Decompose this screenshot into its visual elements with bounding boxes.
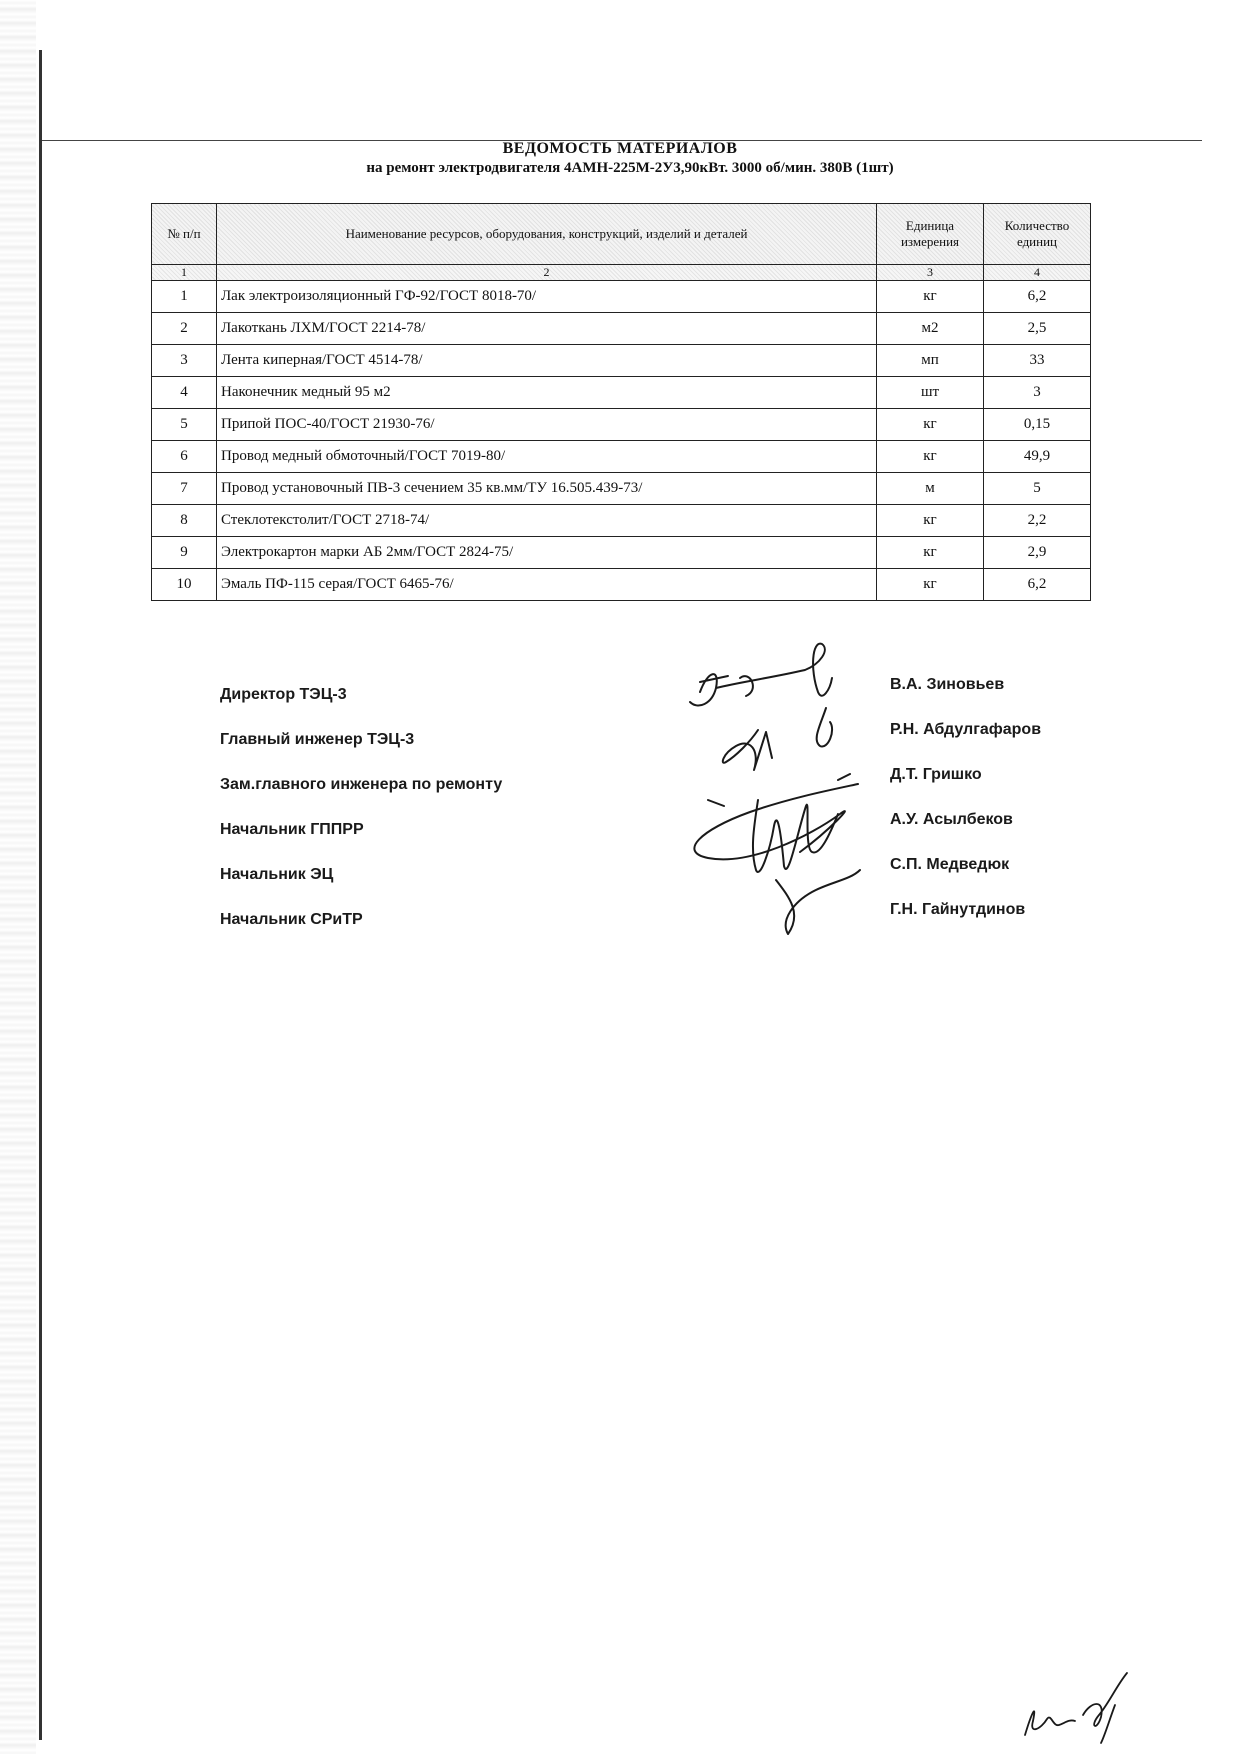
row-num: 2 (152, 313, 217, 345)
row-num: 4 (152, 377, 217, 409)
row-name: Наконечник медный 95 м2 (217, 377, 877, 409)
row-num: 1 (152, 281, 217, 313)
row-qty: 2,2 (984, 505, 1091, 537)
row-qty: 5 (984, 473, 1091, 505)
row-name: Электрокартон марки АБ 2мм/ГОСТ 2824-75/ (217, 537, 877, 569)
column-index-row (152, 265, 1091, 281)
table-row (152, 313, 1091, 345)
signatory-role: Зам.главного инженера по ремонту (220, 776, 503, 793)
table-row (152, 569, 1091, 601)
header-qty: Количество единиц (984, 204, 1091, 265)
row-num: 8 (152, 505, 217, 537)
row-qty: 33 (984, 345, 1091, 377)
row-name: Припой ПОС-40/ГОСТ 21930-76/ (217, 409, 877, 441)
handwritten-signatures (680, 630, 880, 960)
row-name: Лакоткань ЛХМ/ГОСТ 2214-78/ (217, 313, 877, 345)
row-num: 7 (152, 473, 217, 505)
handwritten-initials (1005, 1665, 1145, 1745)
table-row (152, 281, 1091, 313)
signatory-role: Главный инженер ТЭЦ-3 (220, 731, 415, 748)
table-row (152, 537, 1091, 569)
column-index-cell: 2 (217, 265, 877, 281)
signatory-role: Директор ТЭЦ-3 (220, 686, 347, 703)
row-name: Лента киперная/ГОСТ 4514-78/ (217, 345, 877, 377)
row-unit: кг (877, 537, 984, 569)
table-row (152, 345, 1091, 377)
signatory-name: Р.Н. Абдулгафаров (890, 721, 1042, 738)
column-index-cell: 1 (152, 265, 217, 281)
row-num: 10 (152, 569, 217, 601)
signatory-name: С.П. Медведюк (890, 856, 1010, 873)
table-row (152, 505, 1091, 537)
row-name: Стеклотекстолит/ГОСТ 2718-74/ (217, 505, 877, 537)
column-index-cell: 3 (877, 265, 984, 281)
signatory-name: Д.Т. Гришко (890, 766, 982, 783)
signatory-role: Начальник ГППРР (220, 821, 364, 838)
scan-edge-noise (0, 0, 36, 1754)
row-unit: кг (877, 409, 984, 441)
row-unit: шт (877, 377, 984, 409)
signatory-name: Г.Н. Гайнутдинов (890, 901, 1026, 918)
column-index-cell: 4 (984, 265, 1091, 281)
row-num: 9 (152, 537, 217, 569)
row-unit: м2 (877, 313, 984, 345)
row-num: 5 (152, 409, 217, 441)
row-unit: кг (877, 569, 984, 601)
signatory-name: В.А. Зиновьев (890, 676, 1005, 693)
signatory-role: Начальник СРиТР (220, 911, 363, 928)
row-unit: мп (877, 345, 984, 377)
table-row (152, 409, 1091, 441)
document-title: ВЕДОМОСТЬ МАТЕРИАЛОВ (502, 140, 738, 157)
row-unit: кг (877, 505, 984, 537)
row-qty: 49,9 (984, 441, 1091, 473)
row-unit: кг (877, 441, 984, 473)
row-name: Провод медный обмоточный/ГОСТ 7019-80/ (217, 441, 877, 473)
row-unit: м (877, 473, 984, 505)
document-subtitle: на ремонт электродвигателя 4АМН-225М-2У3,90кВт. 3000 об/мин. 380В (1шт) (366, 160, 894, 176)
row-qty: 2,5 (984, 313, 1091, 345)
row-unit: кг (877, 281, 984, 313)
table-row (152, 441, 1091, 473)
header-num: № п/п (152, 204, 217, 265)
signatory-role: Начальник ЭЦ (220, 866, 334, 883)
row-num: 6 (152, 441, 217, 473)
row-qty: 6,2 (984, 281, 1091, 313)
table-row (152, 473, 1091, 505)
header-name: Наименование ресурсов, оборудования, конструкций, изделий и деталей (217, 204, 877, 265)
row-qty: 6,2 (984, 569, 1091, 601)
row-name: Эмаль ПФ-115 серая/ГОСТ 6465-76/ (217, 569, 877, 601)
row-name: Лак электроизоляционный ГФ-92/ГОСТ 8018-70/ (217, 281, 877, 313)
row-num: 3 (152, 345, 217, 377)
row-name: Провод установочный ПВ-3 сечением 35 кв.мм/ТУ 16.505.439-73/ (217, 473, 877, 505)
table-header-row (152, 204, 1091, 265)
materials-table (151, 203, 1091, 601)
signatory-name: А.У. Асылбеков (890, 811, 1013, 828)
row-qty: 0,15 (984, 409, 1091, 441)
row-qty: 2,9 (984, 537, 1091, 569)
table-row (152, 377, 1091, 409)
scan-margin-line (39, 50, 42, 1740)
row-qty: 3 (984, 377, 1091, 409)
header-unit: Единица измерения (877, 204, 984, 265)
